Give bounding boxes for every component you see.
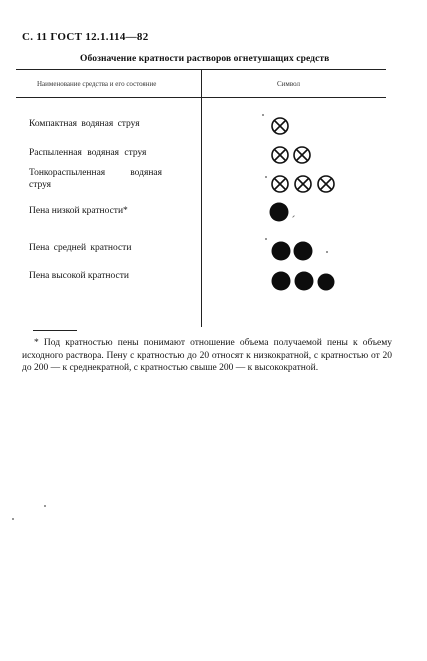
crossed-circle-icon [293,174,313,194]
scan-speck [262,114,264,116]
row-name: Распыленная водяная струя [29,148,147,158]
column-header-name: Наименование средства и его состояние [37,80,157,88]
table-title: Обозначение кратности растворов огнетушащих средств [80,54,330,64]
row-name: Пена низкой кратности* [29,206,128,216]
filled-circle-icon [292,240,314,262]
crossed-circle-icon [270,116,290,136]
scan-speck [265,238,267,240]
column-header-symbol: Символ [277,80,301,88]
row-name: Тонкораспыленная водяная струя [29,168,162,190]
row-name: Пена средней кратности [29,243,132,253]
scan-speck [265,176,267,178]
row-name: Компактная водяная струя [29,119,140,129]
crossed-circle-icon [270,145,290,165]
filled-circle-icon [270,270,292,292]
filled-circle-icon [268,201,290,223]
page-header: С. 11 ГОСТ 12.1.114—82 [22,31,149,43]
footnote-rule [33,330,77,331]
filled-circle-icon [316,272,336,292]
crossed-circle-icon [316,174,336,194]
crossed-circle-icon [292,145,312,165]
row-name: Пена высокой кратности [29,271,129,281]
column-divider [201,69,202,327]
filled-circle-icon [293,270,315,292]
crossed-circle-icon [270,174,290,194]
scan-speck [292,215,295,218]
footnote: * Под кратностью пены понимают отношение объема получаемой пены к объему исходного раствора. Пену с кратностью до 20 относят к низкократной, с кратностью от 20 до 200 — к среднекратной, с кратностью свыше 200 — к высокократной. [22,338,392,373]
scan-speck [326,251,328,253]
scan-speck [12,518,14,520]
filled-circle-icon [270,240,292,262]
scan-speck [44,505,46,507]
